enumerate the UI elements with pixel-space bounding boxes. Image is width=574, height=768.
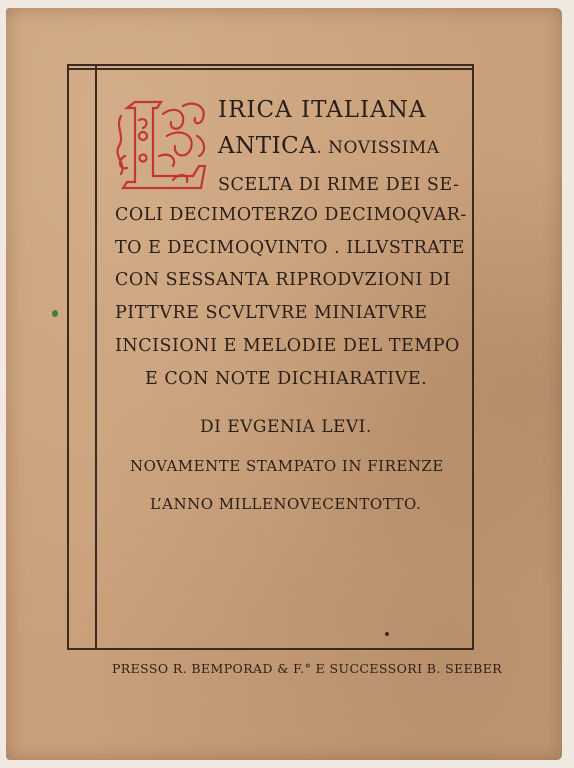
- stain-speck: [52, 310, 58, 317]
- decorated-initial-l-icon: [113, 96, 213, 194]
- title-antica: ANTICA: [218, 133, 317, 159]
- cover-border-inner-rule: [95, 64, 97, 650]
- ink-speck: [385, 632, 389, 636]
- body-line-1: SCELTA DI RIME DEI SE-: [218, 175, 460, 195]
- title-novissima: . NOVISSIMA: [316, 138, 440, 158]
- body-line-3: TO E DECIMOQVINTO . ILLVSTRATE: [115, 238, 465, 258]
- author-line: DI EVGENIA LEVI.: [200, 417, 372, 437]
- imprint-line-2: L’ANNO MILLENOVECENTOTTO.: [150, 495, 422, 513]
- imprint-line-1: NOVAMENTE STAMPATO IN FIRENZE: [130, 457, 444, 475]
- publisher-line: PRESSO R. BEMPORAD & F.° E SUCCESSORI B. SEEBER: [112, 661, 503, 676]
- body-line-6: INCISIONI E MELODIE DEL TEMPO: [115, 336, 460, 356]
- body-line-2: COLI DECIMOTERZO DECIMOQVAR-: [115, 205, 467, 225]
- title-line-2: [218, 133, 440, 159]
- body-line-4: CON SESSANTA RIPRODVZIONI DI: [115, 270, 451, 290]
- title-line-1: IRICA ITALIANA: [218, 97, 427, 123]
- body-line-7: E CON NOTE DICHIARATIVE.: [145, 369, 428, 389]
- cover-border-top-rule: [67, 68, 474, 70]
- body-line-5: PITTVRE SCVLTVRE MINIATVRE: [115, 303, 428, 323]
